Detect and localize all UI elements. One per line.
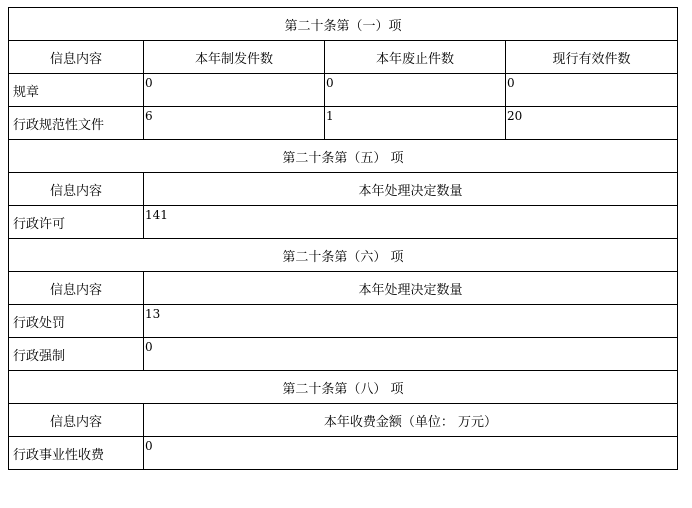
header-row: [9, 41, 678, 74]
header-cell: 本年废止件数: [325, 41, 506, 74]
header-cell: 信息内容: [9, 41, 144, 74]
section-title: 第二十条第（五） 项: [9, 140, 678, 173]
section-title-row: [9, 371, 678, 404]
value-cell: 0: [144, 74, 325, 107]
header-row: [9, 173, 678, 206]
row-label: 规章: [9, 74, 144, 107]
section-title: 第二十条第（一）项: [9, 8, 678, 41]
row-label: 行政事业性收费: [9, 437, 144, 470]
row-label: 行政处罚: [9, 305, 144, 338]
value-cell: 0: [506, 74, 678, 107]
value-cell: 20: [506, 107, 678, 140]
section-title-row: [9, 140, 678, 173]
table-row: [9, 206, 678, 239]
value-cell: 0: [144, 437, 678, 470]
header-cell: 本年处理决定数量: [144, 272, 678, 305]
header-cell: 信息内容: [9, 173, 144, 206]
header-cell: 本年处理决定数量: [144, 173, 678, 206]
header-cell: 信息内容: [9, 404, 144, 437]
table-row: [9, 107, 678, 140]
header-cell: 本年制发件数: [144, 41, 325, 74]
row-label: 行政规范性文件: [9, 107, 144, 140]
header-cell: 现行有效件数: [506, 41, 678, 74]
header-row: [9, 272, 678, 305]
value-cell: 1: [325, 107, 506, 140]
header-cell: 本年收费金额（单位： 万元）: [144, 404, 678, 437]
value-cell: 6: [144, 107, 325, 140]
section-title: 第二十条第（六） 项: [9, 239, 678, 272]
table-row: [9, 74, 678, 107]
value-cell: 141: [144, 206, 678, 239]
table-row: [9, 305, 678, 338]
section-title-row: [9, 8, 678, 41]
row-label: 行政许可: [9, 206, 144, 239]
value-cell: 13: [144, 305, 678, 338]
row-label: 行政强制: [9, 338, 144, 371]
section-title-row: [9, 239, 678, 272]
header-row: [9, 404, 678, 437]
section-title: 第二十条第（八） 项: [9, 371, 678, 404]
table-row: [9, 338, 678, 371]
value-cell: 0: [144, 338, 678, 371]
value-cell: 0: [325, 74, 506, 107]
table-row: [9, 437, 678, 470]
disclosure-table: [8, 7, 678, 470]
header-cell: 信息内容: [9, 272, 144, 305]
